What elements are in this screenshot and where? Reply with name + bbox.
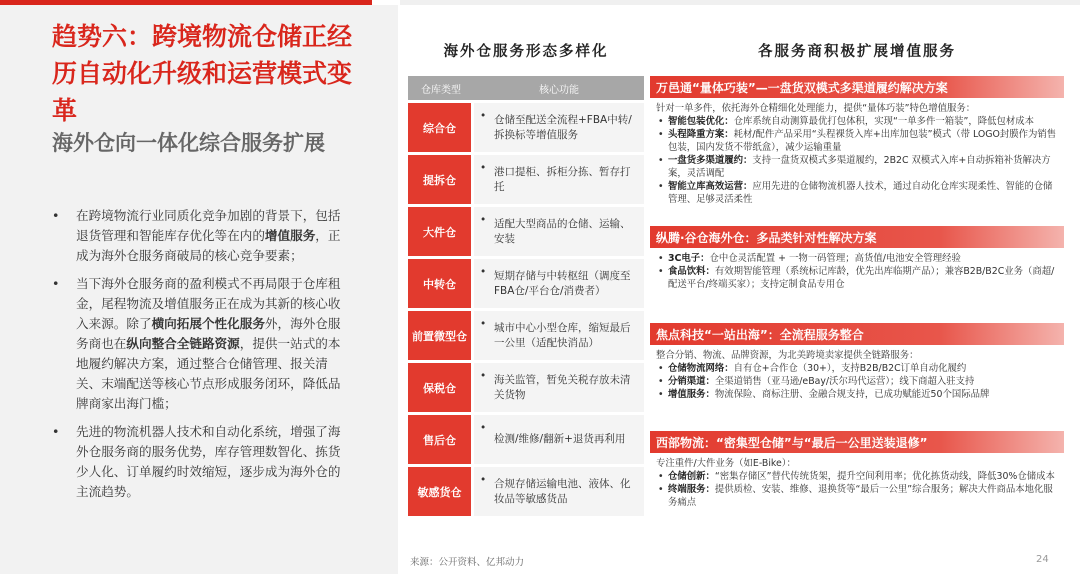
service-item (656, 115, 1058, 128)
warehouse-type-cell: 大件仓 (408, 207, 474, 256)
core-function-cell (474, 259, 644, 308)
page-number: 24 (1036, 554, 1049, 565)
bullet-text: 先进的物流机器人技术和自动化系统，增强了海外仓服务商的服务优势，库存管理数智化、拣货少人化、订单履约时效缩短，逐步成为海外仓的主流趋势。 (76, 424, 341, 499)
service-item (656, 375, 1058, 388)
service-block-title: 焦点科技“一站出海”：全流程服务整合 (650, 323, 1064, 345)
core-function-cell (474, 103, 644, 152)
bullet-dot-icon: • (480, 318, 487, 330)
bullet-text: ，提供一站式的本地履约解决方案，通过整合仓储管理、报关清关、末端配送等核心节点形成服务闭环，降低品牌商家出海门槛； (76, 336, 341, 411)
service-block (650, 76, 1064, 206)
service-block (650, 431, 1064, 509)
service-block (650, 226, 1064, 291)
service-block-body (650, 453, 1064, 509)
service-item-value: 物流保险、商标注册、金融合规支持，已成功赋能近50个国际品牌 (714, 389, 990, 400)
table-header (408, 76, 644, 100)
table-row (408, 207, 644, 256)
warehouse-type-cell: 售后仓 (408, 415, 474, 464)
service-item (656, 388, 1058, 401)
bullet-dot-icon: • (480, 422, 487, 434)
core-function-text: 短期存储与中转枢纽（调度至FBA仓/平台仓/消费者） (494, 269, 631, 297)
warehouse-type-cell: 前置微型仓 (408, 311, 474, 360)
core-function-text: 适配大型商品的仓储、运输、安装 (494, 217, 631, 245)
left-bullet-list (52, 206, 352, 510)
service-item-key: 增值服务： (668, 389, 715, 400)
bullet-dot-icon: • (480, 474, 487, 486)
service-item-key: 头程降重方案： (668, 129, 734, 140)
core-function-cell (474, 311, 644, 360)
table-row (408, 363, 644, 412)
core-function-text: 港口提柜、拆柜分拣、暂存打托 (494, 165, 631, 193)
table-row (408, 311, 644, 360)
bullet-text: ，正成为海外仓服务商破局的核心竞争要素； (76, 228, 341, 263)
warehouse-type-cell: 敏感货仓 (408, 467, 474, 516)
table-row (408, 103, 644, 152)
service-item-value: 仓中仓灵活配置 + 一物一码管理；高货值/电池安全管理经验 (709, 253, 961, 264)
service-block-body (650, 248, 1064, 291)
service-item-value: 提供质检、安装、维修、退换货等“最后一公里”综合服务；解决大件商品本地化服务痛点 (668, 484, 1053, 508)
core-function-text: 海关监管，暂免关税存放未清关货物 (494, 373, 631, 401)
warehouse-type-cell: 提拆仓 (408, 155, 474, 204)
middle-heading: 海外仓服务形态多样化 (443, 44, 609, 60)
page-subtitle: 海外仓向一体化综合服务扩展 (52, 131, 325, 155)
service-item-value: “密集存储区”替代传统货架，提升空间利用率；优化拣货动线，降低30%仓储成本 (714, 471, 1055, 482)
bullet-dot-icon: • (480, 214, 487, 226)
service-item-key: 仓储创新： (668, 471, 715, 482)
core-function-text: 仓储至配送全流程+FBA中转/拆换标等增值服务 (494, 113, 632, 141)
service-item-key: 食品饮料： (668, 266, 715, 277)
warehouse-type-table (408, 76, 644, 516)
service-item-value: 耗材/配件产品采用“头程裸货入库+出库加包装”模式（带 LOGO封膜作为销售包装，国内发货不带纸盒），减少运输重量 (668, 129, 1057, 153)
service-item-list (656, 252, 1058, 291)
table-row (408, 415, 644, 464)
table-row (408, 259, 644, 308)
service-item-value: 仓库系统自动测算最优打包体积，实现“一单多件一箱装”，降低包材成本 (733, 116, 1034, 127)
service-item (656, 470, 1058, 483)
core-function-cell (474, 155, 644, 204)
bullet-dot-icon: • (480, 162, 487, 174)
service-item (656, 154, 1058, 180)
bullet-item (52, 206, 352, 266)
service-block-body (650, 98, 1064, 206)
core-function-cell (474, 415, 644, 464)
service-block-intro: 针对一单多件，依托海外仓精细化处理能力，提供“量体巧装”特色增值服务： (656, 103, 976, 114)
service-item-key: 分销渠道： (668, 376, 715, 387)
service-item-list (656, 470, 1058, 509)
core-function-cell (474, 363, 644, 412)
service-item-value: 有效期智能管理（系统标记库龄，优先出库临期产品）；兼容B2B/B2C业务（商超/配送平台/终端买家）；支持定制食品专用仓 (668, 266, 1055, 290)
service-item-key: 仓储物流网络： (668, 363, 734, 374)
bullet-dot-icon: • (480, 266, 487, 278)
service-block (650, 323, 1064, 401)
service-item-key: 智能包装优化： (668, 116, 734, 127)
bullet-highlight: 增值服务 (264, 228, 316, 243)
page-title: 趋势六：跨境物流仓储正经历自动化升级和运营模式变革 (52, 22, 353, 125)
bullet-dot-icon: • (480, 110, 487, 122)
source-note: 来源：公开资料、亿邦动力 (410, 557, 525, 568)
core-function-cell (474, 207, 644, 256)
service-item-list (656, 115, 1058, 206)
service-item (656, 180, 1058, 206)
service-block-title: 万邑通“量体巧装”—一盘货双模式多渠道履约解决方案 (650, 76, 1064, 98)
bullet-text: 在跨境物流行业同质化竞争加剧的背景下，包括退货管理和智能库存优化等在内的 (76, 208, 341, 243)
service-block-title: 西部物流：“密集型仓储”与“最后一公里送装退修” (650, 431, 1064, 453)
warehouse-type-cell: 保税仓 (408, 363, 474, 412)
bullet-text: 当下海外仓服务商的盈利模式不再局限于仓库租金，尾程物流及增值服务正在成为其新的核心收入来源。除了 (76, 276, 341, 331)
service-item-value: 支持一盘货双模式多渠道履约，2B2C 双模式入库+自动拆箱补货解决方案，灵活调配 (668, 155, 1051, 179)
service-item-value: 应用先进的仓储物流机器人技术，通过自动化仓库实现柔性、智能的仓储管理、足够灵活柔性 (668, 181, 1053, 205)
warehouse-type-cell: 综合仓 (408, 103, 474, 152)
bullet-highlight: 纵向整合全链路资源 (126, 336, 240, 351)
warehouse-type-cell: 中转仓 (408, 259, 474, 308)
table-header-type: 仓库类型 (421, 84, 461, 96)
table-row (408, 467, 644, 516)
service-block-intro: 整合分销、物流、品牌资源，为北美跨境卖家提供全链路服务： (656, 350, 919, 361)
service-item-list (656, 362, 1058, 401)
service-item (656, 362, 1058, 375)
service-block-body (650, 345, 1064, 401)
bullet-dot-icon: • (480, 370, 487, 382)
service-item (656, 265, 1058, 291)
table-header-function: 核心功能 (539, 84, 579, 96)
service-item-value: 全渠道销售（亚马逊/eBay/沃尔玛代运营）；线下商超入驻支持 (714, 376, 975, 387)
service-item-key: 3C电子： (668, 253, 710, 264)
service-item (656, 128, 1058, 154)
core-function-text: 城市中心小型仓库，缩短最后一公里（适配快消品） (494, 321, 631, 349)
service-item-value: 自有仓+合作仓（30+），支持B2B/B2C订单自动化履约 (733, 363, 967, 374)
service-item (656, 483, 1058, 509)
service-item-key: 智能立库高效运营： (668, 181, 753, 192)
bullet-item (52, 274, 352, 414)
service-item-key: 终端服务： (668, 484, 715, 495)
right-heading: 各服务商积极扩展增值服务 (758, 44, 956, 60)
bullet-text: 外，海外仓服务商也在 (76, 316, 341, 351)
top-accent-bar (0, 0, 372, 5)
service-item (656, 252, 1058, 265)
bullet-item (52, 422, 352, 502)
core-function-cell (474, 467, 644, 516)
service-block-title: 纵腾·谷仓海外仓：多品类针对性解决方案 (650, 226, 1064, 248)
service-block-intro: 专注重件/大件业务（如E-Bike）： (656, 458, 796, 469)
service-item-key: 一盘货多渠道履约： (668, 155, 753, 166)
table-row (408, 155, 644, 204)
core-function-text: 检测/维修/翻新+退货再利用 (494, 433, 626, 445)
bullet-highlight: 横向拓展个性化服务 (151, 316, 265, 331)
core-function-text: 合规存储运输电池、液体、化妆品等敏感货品 (494, 477, 631, 505)
